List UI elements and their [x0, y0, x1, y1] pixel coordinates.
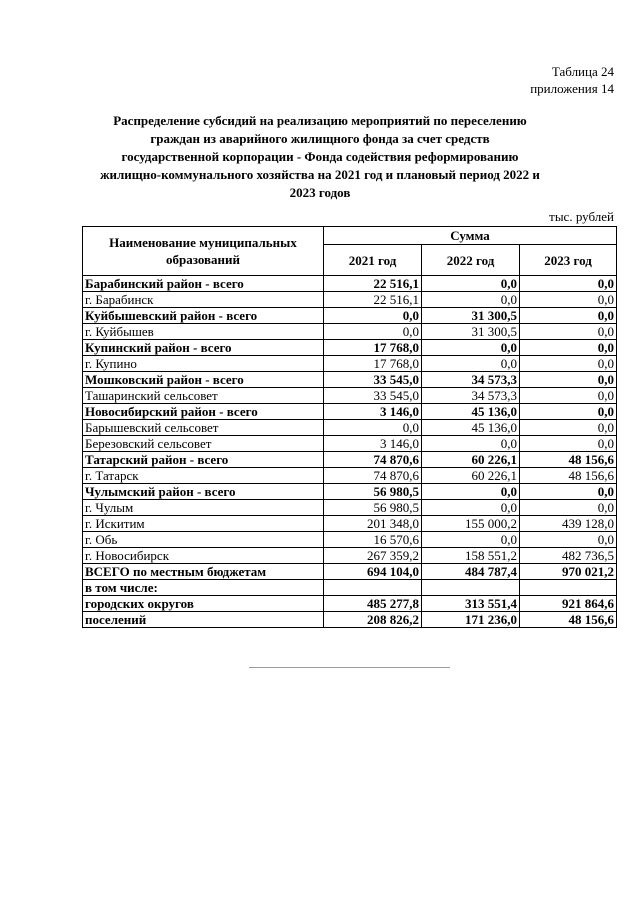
- row-name-cell: в том числе:: [83, 580, 324, 596]
- value-cell-2023: 0,0: [520, 484, 617, 500]
- value-cell-2023: 0,0: [520, 532, 617, 548]
- row-name-cell: г. Новосибирск: [83, 548, 324, 564]
- value-cell-2022: 158 551,2: [422, 548, 520, 564]
- table-row: [83, 388, 617, 404]
- column-header-year-2022: 2022 год: [422, 245, 520, 276]
- value-cell-2022: 31 300,5: [422, 308, 520, 324]
- row-name-cell: Ташаринский сельсовет: [83, 388, 324, 404]
- row-name-cell: г. Купино: [83, 356, 324, 372]
- value-cell-2021: 0,0: [324, 420, 422, 436]
- value-cell-2021: 16 570,6: [324, 532, 422, 548]
- value-cell-2021: 22 516,1: [324, 292, 422, 308]
- row-name-cell: г. Искитим: [83, 516, 324, 532]
- value-cell-2022: 60 226,1: [422, 452, 520, 468]
- value-cell-2021: 485 277,8: [324, 596, 422, 612]
- value-cell-2023: 921 864,6: [520, 596, 617, 612]
- table-row: [83, 340, 617, 356]
- row-name-cell: Мошковский район - всего: [83, 372, 324, 388]
- value-cell-2021: 208 826,2: [324, 612, 422, 628]
- value-cell-2021: 0,0: [324, 308, 422, 324]
- table-row: [83, 484, 617, 500]
- table-body: [83, 276, 617, 628]
- table-row: [83, 420, 617, 436]
- value-cell-2023: 48 156,6: [520, 452, 617, 468]
- table-number: Таблица 24: [551, 64, 614, 79]
- value-cell-2023: 0,0: [520, 292, 617, 308]
- value-cell-2023: 439 128,0: [520, 516, 617, 532]
- table-row: [83, 580, 617, 596]
- table-row: [83, 404, 617, 420]
- document-title: Распределение субсидий на реализацию мероприятий по переселению граждан из аварийного жилищного фонда за счет средств государственной корпорации - Фонда содействия реформированию жилищно-коммунального хозяйства на 2021 год и плановый период 2022 и 2023 годов: [100, 113, 540, 200]
- row-name-cell: ВСЕГО по местным бюджетам: [83, 564, 324, 580]
- row-name-cell: Куйбышевский район - всего: [83, 308, 324, 324]
- row-name-cell: городских округов: [83, 596, 324, 612]
- value-cell-2023: 0,0: [520, 308, 617, 324]
- value-cell-2023: 0,0: [520, 500, 617, 516]
- value-cell-2022: 31 300,5: [422, 324, 520, 340]
- value-cell-2021: 33 545,0: [324, 372, 422, 388]
- value-cell-2021: 267 359,2: [324, 548, 422, 564]
- value-cell-2023: 0,0: [520, 276, 617, 292]
- value-cell-2022: 0,0: [422, 532, 520, 548]
- row-name-cell: Березовский сельсовет: [83, 436, 324, 452]
- value-cell-2022: 0,0: [422, 340, 520, 356]
- value-cell-2023: 0,0: [520, 404, 617, 420]
- value-cell-2022: 484 787,4: [422, 564, 520, 580]
- table-row: [83, 532, 617, 548]
- value-cell-2023: 0,0: [520, 420, 617, 436]
- value-cell-2022: 34 573,3: [422, 388, 520, 404]
- value-cell-2023: 0,0: [520, 356, 617, 372]
- value-cell-2021: 74 870,6: [324, 468, 422, 484]
- subsidy-table: [82, 226, 617, 628]
- value-cell-2022: 34 573,3: [422, 372, 520, 388]
- value-cell-2022: 155 000,2: [422, 516, 520, 532]
- table-row: [83, 564, 617, 580]
- table-row: [83, 276, 617, 292]
- value-cell-2021: 17 768,0: [324, 356, 422, 372]
- table-row: [83, 308, 617, 324]
- column-header-name: Наименование муниципальных образований: [83, 227, 324, 276]
- value-cell-2022: 313 551,4: [422, 596, 520, 612]
- value-cell-2022: 60 226,1: [422, 468, 520, 484]
- value-cell-2022: 0,0: [422, 292, 520, 308]
- value-cell-2021: 56 980,5: [324, 500, 422, 516]
- value-cell-2023: 48 156,6: [520, 612, 617, 628]
- value-cell-2021: 56 980,5: [324, 484, 422, 500]
- value-cell-2022: 0,0: [422, 276, 520, 292]
- table-row: [83, 292, 617, 308]
- value-cell-2021: 694 104,0: [324, 564, 422, 580]
- value-cell-2022: 45 136,0: [422, 420, 520, 436]
- row-name-cell: Чулымский район - всего: [83, 484, 324, 500]
- row-name-cell: поселений: [83, 612, 324, 628]
- value-cell-2023: 0,0: [520, 388, 617, 404]
- value-cell-2023: 0,0: [520, 372, 617, 388]
- value-cell-2022: 171 236,0: [422, 612, 520, 628]
- row-name-cell: Купинский район - всего: [83, 340, 324, 356]
- value-cell-2021: 3 146,0: [324, 404, 422, 420]
- column-header-year-2021: 2021 год: [324, 245, 422, 276]
- value-cell-2022: [422, 580, 520, 596]
- value-cell-2021: 74 870,6: [324, 452, 422, 468]
- table-row: [83, 612, 617, 628]
- value-cell-2021: 17 768,0: [324, 340, 422, 356]
- row-name-cell: Барабинский район - всего: [83, 276, 324, 292]
- row-name-cell: г. Чулым: [83, 500, 324, 516]
- value-cell-2023: 0,0: [520, 340, 617, 356]
- value-cell-2022: 0,0: [422, 500, 520, 516]
- row-name-cell: Татарский район - всего: [83, 452, 324, 468]
- table-row: [83, 372, 617, 388]
- value-cell-2021: 33 545,0: [324, 388, 422, 404]
- value-cell-2021: 201 348,0: [324, 516, 422, 532]
- table-row: [83, 436, 617, 452]
- separator-line: [249, 667, 450, 668]
- column-header-sum: Сумма: [324, 227, 617, 245]
- value-cell-2022: 0,0: [422, 436, 520, 452]
- value-cell-2023: [520, 580, 617, 596]
- row-name-cell: Барышевский сельсовет: [83, 420, 324, 436]
- table-row: [83, 468, 617, 484]
- value-cell-2022: 0,0: [422, 356, 520, 372]
- value-cell-2021: 0,0: [324, 324, 422, 340]
- value-cell-2021: [324, 580, 422, 596]
- value-cell-2022: 0,0: [422, 484, 520, 500]
- value-cell-2022: 45 136,0: [422, 404, 520, 420]
- value-cell-2023: 482 736,5: [520, 548, 617, 564]
- table-row: [83, 548, 617, 564]
- table-row: [83, 516, 617, 532]
- table-row: [83, 500, 617, 516]
- value-cell-2023: 0,0: [520, 436, 617, 452]
- row-name-cell: г. Барабинск: [83, 292, 324, 308]
- column-header-year-2023: 2023 год: [520, 245, 617, 276]
- appendix-reference: приложения 14: [530, 81, 614, 96]
- value-cell-2023: 48 156,6: [520, 468, 617, 484]
- table-row: [83, 356, 617, 372]
- value-cell-2023: 0,0: [520, 324, 617, 340]
- table-row: [83, 324, 617, 340]
- units-label: тыс. рублей: [549, 209, 614, 224]
- table-row: [83, 596, 617, 612]
- row-name-cell: г. Татарск: [83, 468, 324, 484]
- table-row: [83, 452, 617, 468]
- value-cell-2021: 22 516,1: [324, 276, 422, 292]
- value-cell-2023: 970 021,2: [520, 564, 617, 580]
- row-name-cell: г. Обь: [83, 532, 324, 548]
- row-name-cell: Новосибирский район - всего: [83, 404, 324, 420]
- value-cell-2021: 3 146,0: [324, 436, 422, 452]
- row-name-cell: г. Куйбышев: [83, 324, 324, 340]
